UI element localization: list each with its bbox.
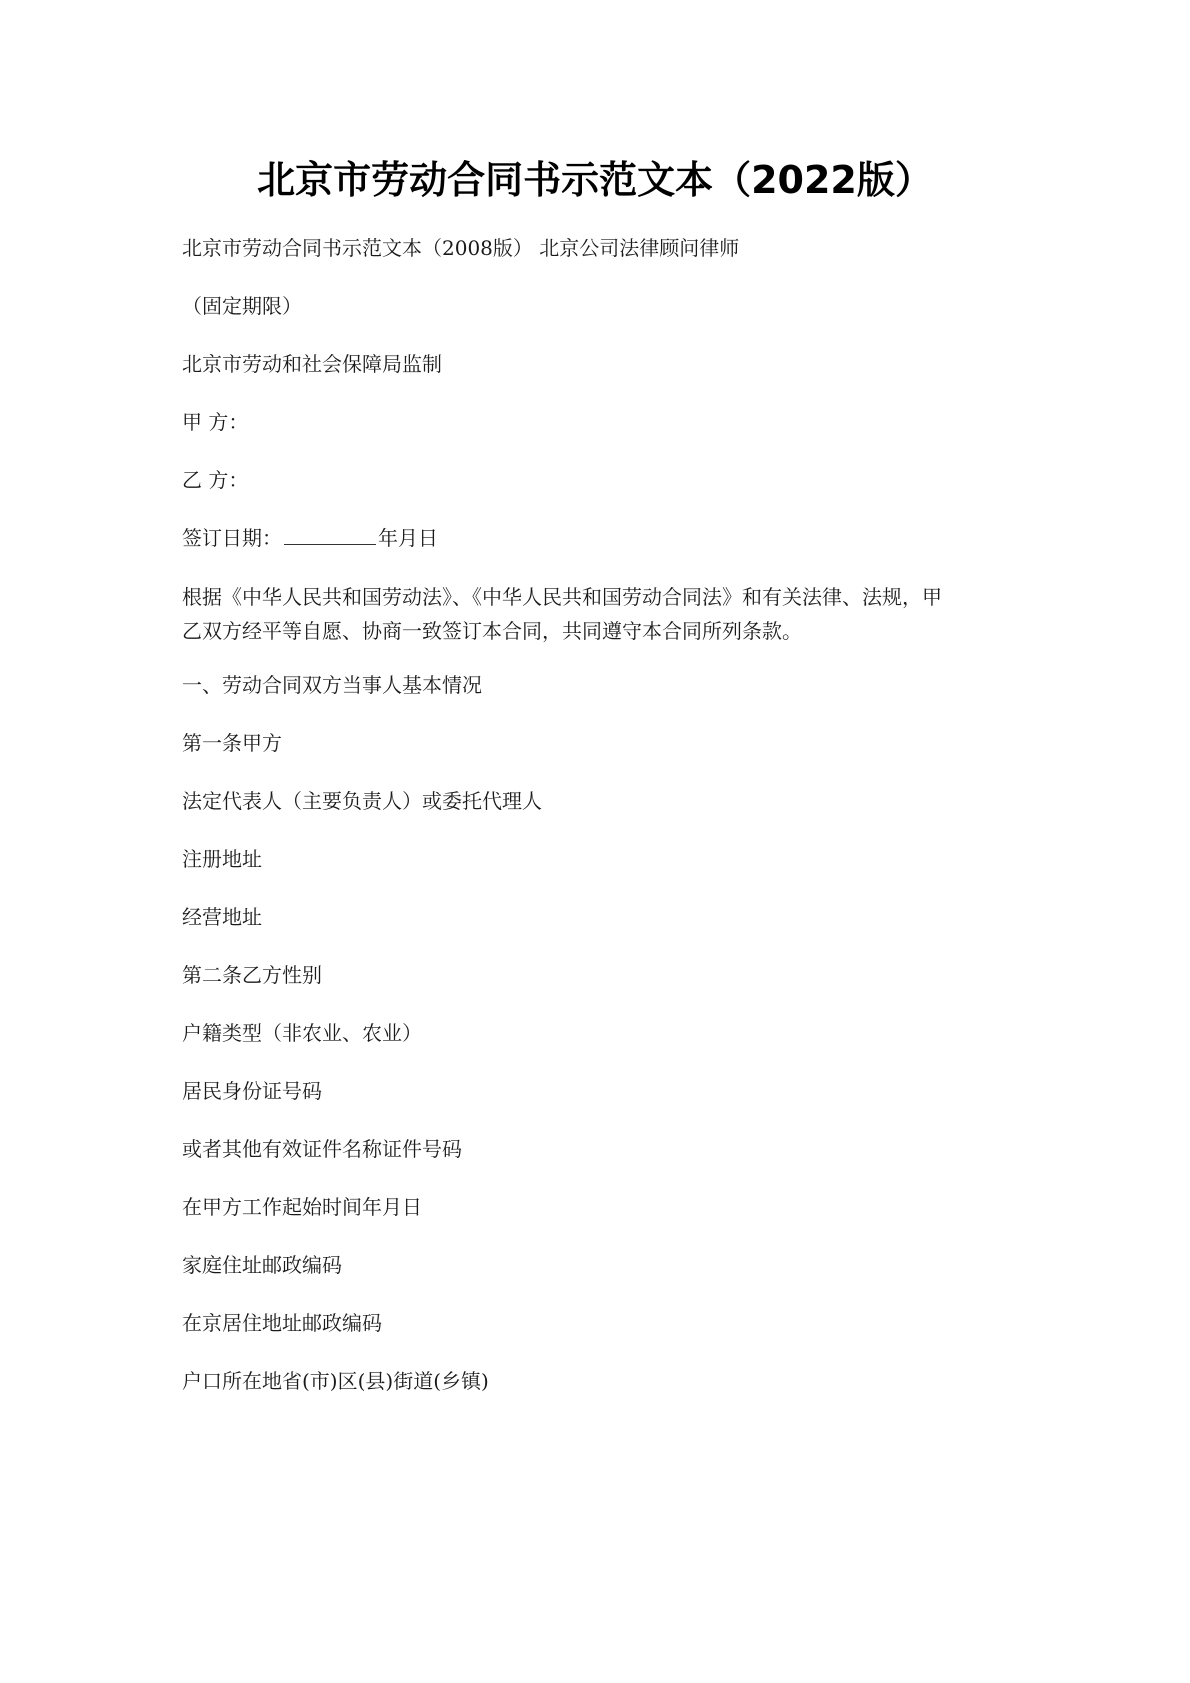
list-item: 第一条甲方 bbox=[182, 731, 282, 755]
section-1-heading: 一、劳动合同双方当事人基本情况 bbox=[182, 673, 482, 697]
list-item: 在甲方工作起始时间年月日 bbox=[182, 1195, 422, 1219]
list-item: 户口所在地省(市)区(县)街道(乡镇) bbox=[182, 1369, 489, 1393]
sign-date-line bbox=[182, 526, 438, 550]
preamble-line-2: 乙双方经平等自愿、协商一致签订本合同，共同遵守本合同所列条款。 bbox=[182, 619, 802, 643]
list-item: 注册地址 bbox=[182, 847, 262, 871]
sign-date-label: 签订日期： bbox=[182, 526, 282, 550]
sign-date-blank[interactable] bbox=[284, 526, 376, 545]
list-item: 在京居住地址邮政编码 bbox=[182, 1311, 382, 1335]
list-item: 第二条乙方性别 bbox=[182, 963, 322, 987]
preamble-line-1: 根据《中华人民共和国劳动法》、《中华人民共和国劳动合同法》和有关法律、法规，甲 bbox=[182, 585, 942, 609]
list-item: 家庭住址邮政编码 bbox=[182, 1253, 342, 1277]
sign-date-suffix: 年月日 bbox=[378, 526, 438, 550]
supervisor-line: 北京市劳动和社会保障局监制 bbox=[182, 352, 442, 376]
document-subtitle: 北京市劳动合同书示范文本（2008版） 北京公司法律顾问律师 bbox=[182, 236, 740, 260]
list-item: 居民身份证号码 bbox=[182, 1079, 322, 1103]
list-item: 户籍类型（非农业、农业） bbox=[182, 1021, 422, 1045]
party-a-label: 甲 方： bbox=[182, 410, 249, 434]
preamble-paragraph bbox=[182, 580, 1022, 648]
list-item: 法定代表人（主要负责人）或委托代理人 bbox=[182, 789, 542, 813]
document-title: 北京市劳动合同书示范文本（2022版） bbox=[257, 158, 933, 202]
list-item: 或者其他有效证件名称证件号码 bbox=[182, 1137, 462, 1161]
party-b-label: 乙 方： bbox=[182, 468, 249, 492]
term-type: （固定期限） bbox=[182, 294, 302, 318]
list-item: 经营地址 bbox=[182, 905, 262, 929]
